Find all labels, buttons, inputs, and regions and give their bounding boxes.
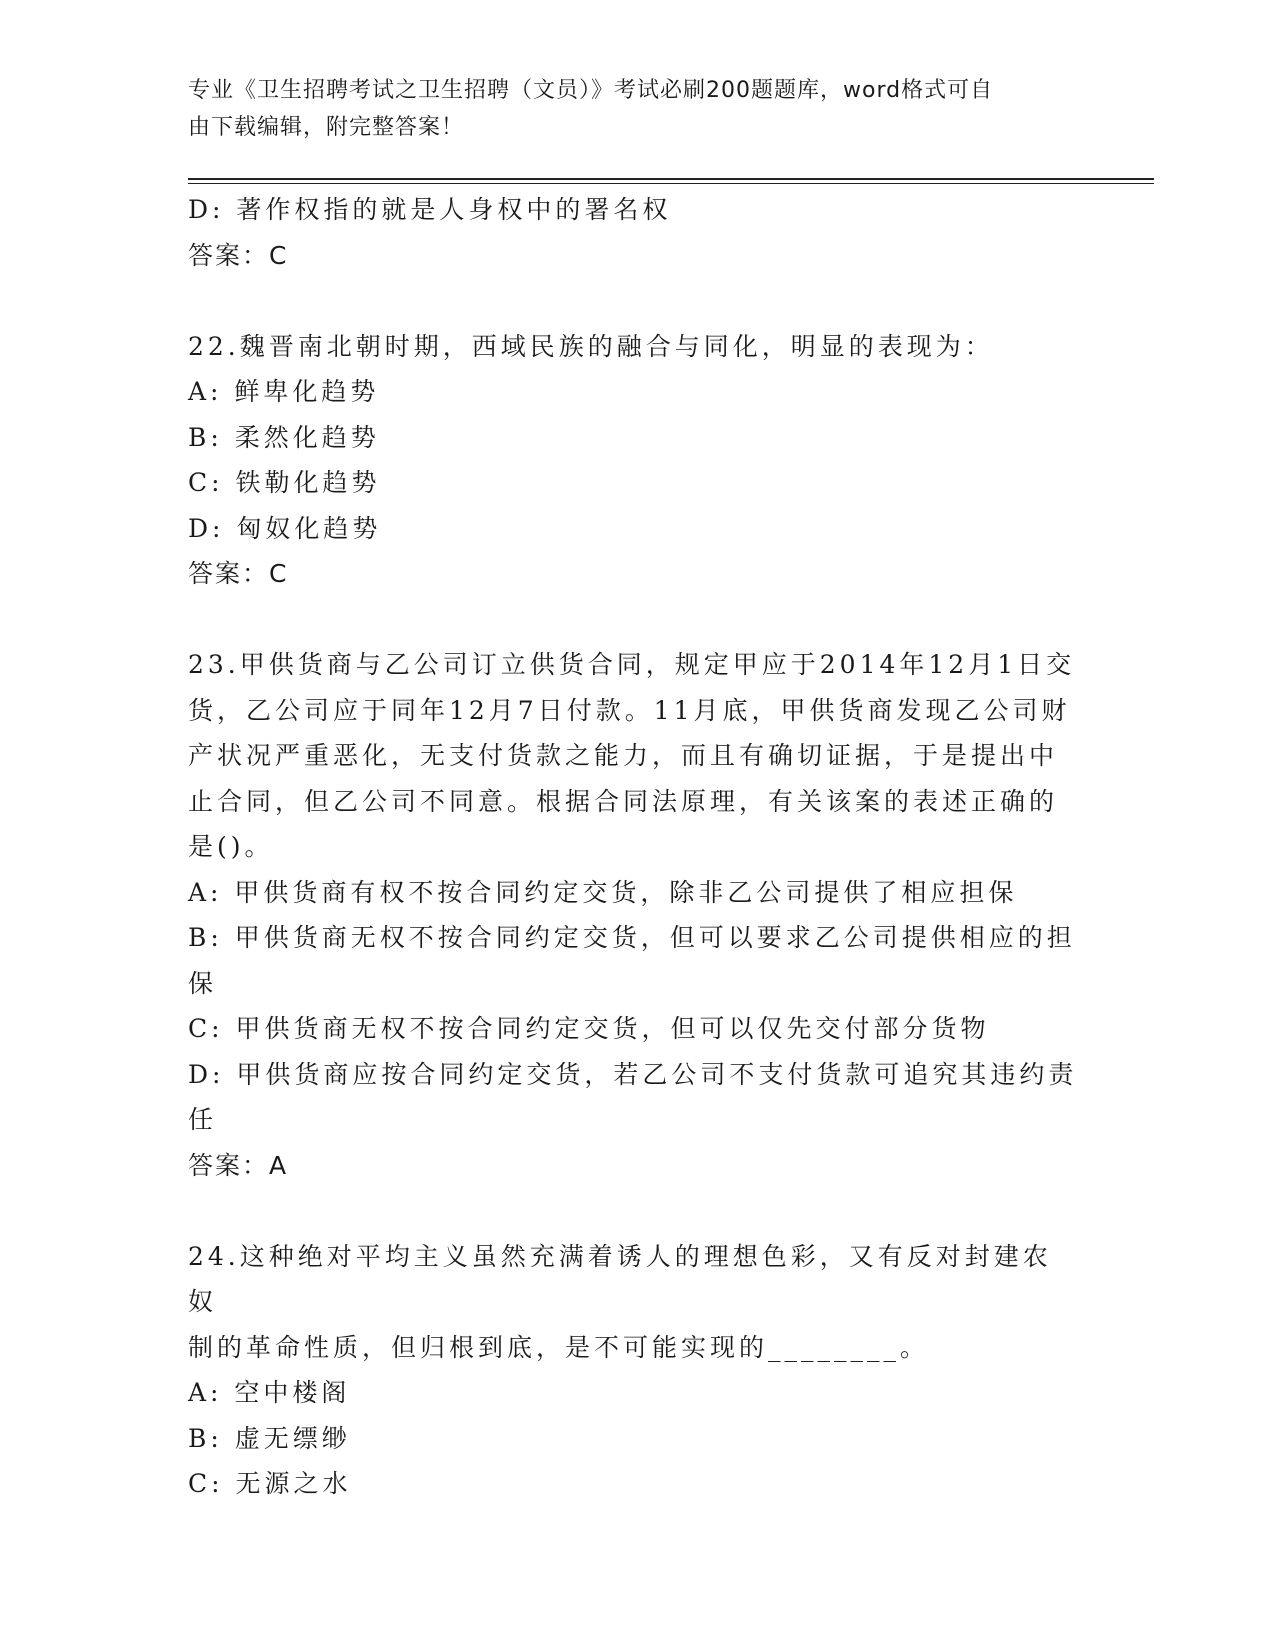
q24-option-c: C: 无源之水: [188, 1469, 352, 1498]
q22-stem: 22.魏晋南北朝时期，西域民族的融合与同化，明显的表现为：: [188, 331, 994, 361]
q24-stem-line-2: 制的革命性质，但归根到底，是不可能实现的________。: [188, 1332, 930, 1362]
q22-option-a: A: 鲜卑化趋势: [188, 377, 380, 406]
q23-stem-line-4: 止合同，但乙公司不同意。根据合同法原理，有关该案的表述正确的: [188, 786, 1059, 816]
q22-option-b: B: 柔然化趋势: [188, 422, 380, 452]
q23-stem-line-2: 货，乙公司应于同年12月7日付款。11月底，甲供货商发现乙公司财: [188, 695, 1071, 725]
q23-option-a: A: 甲供货商有权不按合同约定交货，除非乙公司提供了相应担保: [188, 877, 1018, 907]
q23-stem-line-3: 产状况严重恶化，无支付货款之能力，而且有确切证据，于是提出中: [188, 741, 1059, 770]
header-divider-thin: [188, 183, 1154, 184]
question-22: [188, 324, 1078, 597]
q21-option-d: D: 著作权指的就是人身权中的署名权: [188, 195, 672, 224]
q23-option-b-line-2: 保: [188, 968, 218, 998]
q24-stem-line-1: 24.这种绝对平均主义虽然充满着诱人的理想色彩，又有反对封建农奴: [188, 1241, 1052, 1316]
question-content: [188, 187, 1078, 1507]
q23-option-d-line-1: D: 甲供货商应按合同约定交货，若乙公司不支付货款可追究其违约责: [188, 1059, 1078, 1089]
q22-option-c: C: 铁勒化趋势: [188, 468, 381, 497]
question-21-tail: [188, 187, 1078, 278]
q23-option-c: C: 甲供货商无权不按合同约定交货，但可以仅先交付部分货物: [188, 1014, 990, 1043]
header-title-line-1: 专业《卫生招聘考试之卫生招聘（文员）》考试必刷200题题库，word格式可自: [188, 78, 994, 103]
document-header: [188, 72, 1068, 146]
q23-answer: 答案：A: [188, 1150, 289, 1180]
q23-option-d-line-2: 任: [188, 1105, 218, 1134]
question-24: [188, 1234, 1078, 1507]
q23-stem-line-5: 是()。: [188, 832, 274, 861]
header-title-line-2: 由下载编辑，附完整答案！: [188, 115, 465, 140]
q22-answer: 答案：C: [188, 559, 289, 588]
q22-option-d: D: 匈奴化趋势: [188, 513, 382, 543]
q23-stem-line-1: 23.甲供货商与乙公司订立供货合同，规定甲应于2014年12月1日交: [188, 650, 1076, 679]
q24-option-b: B: 虚无缥缈: [188, 1423, 351, 1453]
question-23: [188, 642, 1078, 1188]
q21-answer: 答案：C: [188, 240, 289, 270]
q24-option-a: A: 空中楼阁: [188, 1378, 351, 1407]
q23-option-b-line-1: B: 甲供货商无权不按合同约定交货，但可以要求乙公司提供相应的担: [188, 923, 1076, 952]
header-divider-thick: [188, 178, 1154, 180]
